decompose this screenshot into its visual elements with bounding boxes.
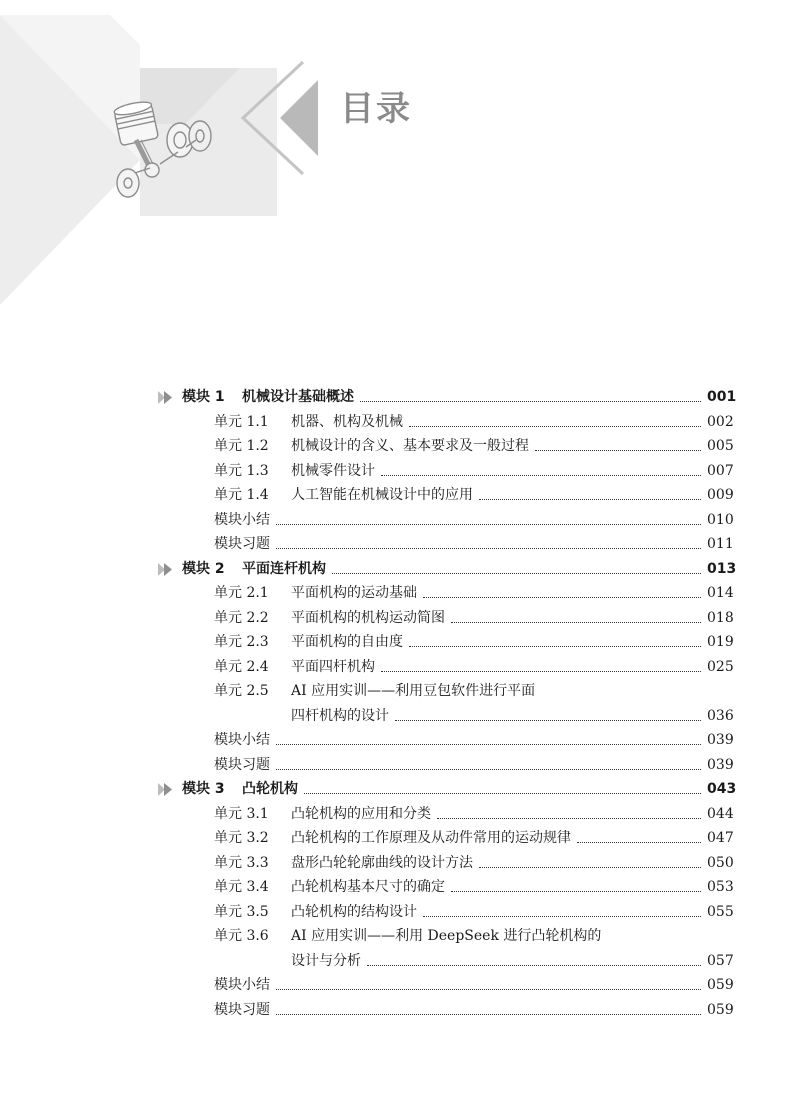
page-number: 039 — [707, 756, 734, 773]
unit-number: 单元 1.4 — [214, 487, 269, 503]
toc-unit-entry[interactable] — [0, 876, 790, 898]
dot-leader — [276, 524, 701, 525]
toc-unit-entry[interactable] — [0, 656, 790, 678]
toc-summary-entry[interactable] — [0, 974, 790, 996]
unit-title-continued: 四杆机构的设计 — [291, 707, 389, 724]
dot-leader — [409, 646, 701, 647]
page-number: 001 — [707, 389, 737, 405]
dot-leader — [423, 597, 701, 598]
unit-number: 单元 3.4 — [214, 879, 269, 895]
section-title: 模块习题 — [214, 756, 270, 773]
page-number: 053 — [707, 879, 734, 895]
unit-number: 单元 3.2 — [214, 830, 269, 846]
unit-title: 平面机构的机构运动简图 — [291, 609, 445, 626]
unit-number: 单元 2.5 — [214, 683, 269, 699]
page-number: 057 — [707, 952, 734, 969]
section-title: 模块习题 — [214, 536, 270, 552]
unit-title: 机械设计的含义、基本要求及一般过程 — [291, 438, 529, 454]
toc-module-entry[interactable] — [0, 386, 790, 408]
toc-unit-entry[interactable] — [0, 582, 790, 604]
unit-title: 盘形凸轮轮廓曲线的设计方法 — [291, 854, 473, 871]
unit-number: 单元 1.3 — [214, 462, 269, 479]
toc-summary-entry[interactable] — [0, 729, 790, 751]
page-number: 007 — [707, 462, 734, 479]
unit-title: 机器、机构及机械 — [291, 413, 403, 430]
dot-leader — [332, 573, 701, 574]
unit-number: 单元 2.2 — [214, 609, 269, 626]
page-number: 059 — [707, 1001, 734, 1018]
toc-unit-entry[interactable] — [0, 411, 790, 433]
unit-title: 人工智能在机械设计中的应用 — [291, 487, 473, 503]
toc-unit-entry[interactable] — [0, 484, 790, 506]
toc-unit-entry[interactable] — [0, 435, 790, 457]
toc-unit-entry[interactable] — [0, 925, 790, 947]
dot-leader — [437, 818, 701, 819]
unit-number: 单元 2.3 — [214, 634, 269, 650]
unit-title: 凸轮机构基本尺寸的确定 — [291, 879, 445, 895]
dot-leader — [381, 671, 701, 672]
dot-leader — [360, 401, 701, 402]
page-number: 002 — [707, 413, 734, 430]
dot-leader — [577, 842, 701, 843]
module-label: 模块 3 — [182, 781, 225, 797]
page-number: 009 — [707, 487, 734, 503]
toc-unit-entry[interactable] — [0, 631, 790, 653]
page-title: 目录 — [340, 89, 412, 129]
toc-summary-entry[interactable] — [0, 509, 790, 531]
section-title: 模块小结 — [214, 977, 270, 993]
unit-number: 单元 2.4 — [214, 658, 269, 675]
page-number: 011 — [707, 536, 734, 552]
dot-leader — [276, 769, 701, 770]
module-arrow-icon — [157, 562, 175, 577]
toc-summary-entry[interactable] — [0, 754, 790, 776]
unit-title: 机械零件设计 — [291, 462, 375, 479]
page-number: 055 — [707, 903, 734, 920]
unit-title: AI 应用实训——利用 DeepSeek 进行凸轮机构的 — [291, 928, 602, 944]
toc-unit-entry[interactable] — [0, 680, 790, 702]
section-title: 模块小结 — [214, 511, 270, 528]
module-label: 模块 1 — [182, 389, 225, 405]
dot-leader — [535, 450, 701, 451]
dot-leader — [276, 744, 701, 745]
unit-title-continued: 设计与分析 — [291, 952, 361, 969]
dot-leader — [395, 720, 701, 721]
page-number: 018 — [707, 609, 734, 626]
unit-number: 单元 2.1 — [214, 585, 269, 601]
page-number: 044 — [707, 805, 734, 822]
page-number: 047 — [707, 830, 734, 846]
section-title: 模块习题 — [214, 1001, 270, 1018]
dot-leader — [479, 867, 701, 868]
unit-number: 单元 3.3 — [214, 854, 269, 871]
page-number: 059 — [707, 977, 734, 993]
unit-title: 凸轮机构的应用和分类 — [291, 805, 431, 822]
dot-leader — [451, 891, 701, 892]
dot-leader — [409, 426, 701, 427]
unit-number: 单元 3.5 — [214, 903, 269, 920]
page-number: 010 — [707, 511, 734, 528]
toc-unit-entry[interactable] — [0, 803, 790, 825]
module-title: 平面连杆机构 — [242, 560, 326, 577]
header-decoration — [0, 0, 420, 320]
module-title: 凸轮机构 — [242, 781, 298, 797]
unit-title: AI 应用实训——利用豆包软件进行平面 — [291, 683, 536, 699]
toc-unit-entry[interactable] — [0, 460, 790, 482]
unit-title: 凸轮机构的结构设计 — [291, 903, 417, 920]
module-title: 机械设计基础概述 — [242, 389, 354, 405]
page-number: 050 — [707, 854, 734, 871]
page-number: 005 — [707, 438, 734, 454]
unit-number: 单元 1.2 — [214, 438, 269, 454]
page-number: 025 — [707, 658, 734, 675]
module-arrow-icon — [157, 782, 175, 797]
unit-title: 平面机构的自由度 — [291, 634, 403, 650]
dot-leader — [479, 499, 701, 500]
toc-module-entry[interactable] — [0, 778, 790, 800]
toc-unit-entry[interactable] — [0, 827, 790, 849]
module-label: 模块 2 — [182, 560, 225, 577]
dot-leader — [367, 965, 701, 966]
page-number: 036 — [707, 707, 734, 724]
unit-title: 平面四杆机构 — [291, 658, 375, 675]
dot-leader — [276, 548, 701, 549]
page-number: 043 — [707, 781, 737, 797]
toc-unit-entry[interactable] — [0, 607, 790, 629]
unit-number: 单元 1.1 — [214, 413, 269, 430]
toc-unit-entry-continuation — [0, 705, 790, 727]
unit-title: 平面机构的运动基础 — [291, 585, 417, 601]
toc-unit-entry[interactable] — [0, 852, 790, 874]
toc-unit-entry[interactable] — [0, 901, 790, 923]
unit-number: 单元 3.6 — [214, 928, 269, 944]
page-number: 019 — [707, 634, 734, 650]
page-number: 014 — [707, 585, 734, 601]
dot-leader — [381, 475, 701, 476]
dot-leader — [304, 793, 701, 794]
toc-summary-entry[interactable] — [0, 533, 790, 555]
page-number: 039 — [707, 732, 734, 748]
module-arrow-icon — [157, 390, 175, 405]
toc-unit-entry-continuation — [0, 950, 790, 972]
dot-leader — [276, 989, 701, 990]
dot-leader — [276, 1014, 701, 1015]
dot-leader — [423, 916, 701, 917]
toc-summary-entry[interactable] — [0, 999, 790, 1021]
page-number: 013 — [707, 560, 737, 577]
section-title: 模块小结 — [214, 732, 270, 748]
unit-number: 单元 3.1 — [214, 805, 269, 822]
dot-leader — [451, 622, 701, 623]
toc-module-entry[interactable] — [0, 558, 790, 580]
unit-title: 凸轮机构的工作原理及从动件常用的运动规律 — [291, 830, 571, 846]
